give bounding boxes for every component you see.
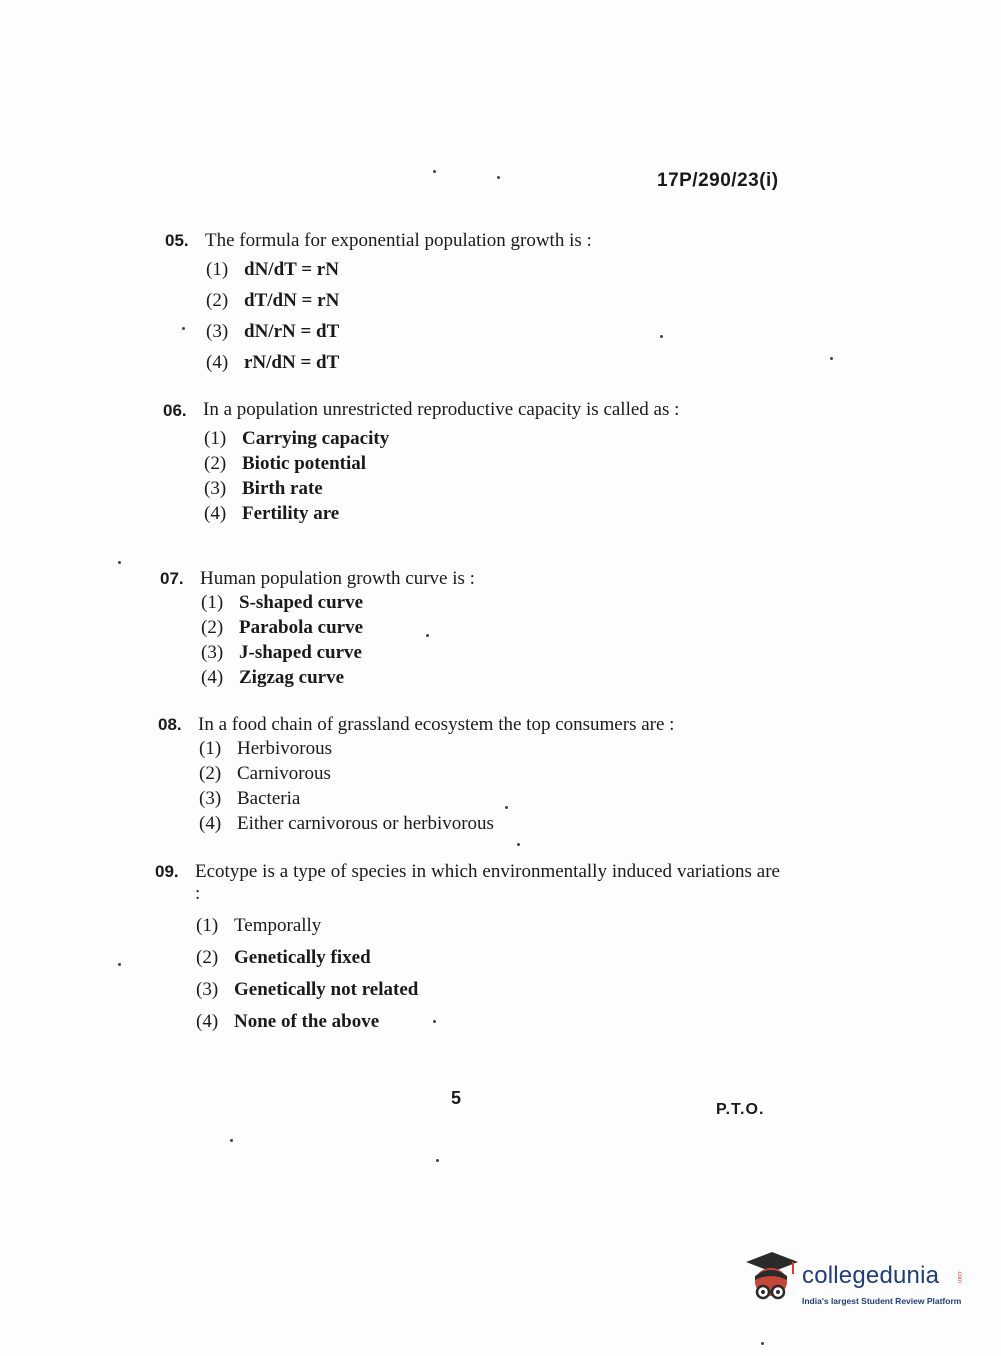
option-label: (3): [206, 321, 229, 342]
option-text: Birth rate: [242, 478, 323, 499]
option-label: (4): [196, 1011, 219, 1032]
scan-speck: [497, 176, 500, 179]
scan-speck: [182, 327, 185, 330]
option-label: (3): [199, 788, 222, 809]
question-09: [155, 861, 780, 1043]
option: [201, 642, 800, 667]
options-list: [165, 259, 805, 383]
option: [196, 1011, 780, 1043]
option-text: Zigzag curve: [239, 667, 345, 688]
scan-speck: [433, 170, 436, 173]
paper-code: 17P/290/23(i): [657, 170, 779, 191]
option: [206, 321, 805, 352]
option: [199, 738, 798, 763]
option-label: (1): [201, 592, 224, 613]
option-text: Biotic potential: [242, 453, 367, 474]
collegedunia-logo: [742, 1250, 972, 1310]
question-text: Human population growth curve is :: [200, 568, 475, 589]
option-text: S-shaped curve: [239, 592, 364, 613]
option-label: (2): [196, 947, 219, 968]
option-text: dT/dN = rN: [244, 290, 340, 311]
option-text: Genetically fixed: [234, 947, 371, 968]
option-label: (2): [204, 453, 227, 474]
option-label: (4): [206, 352, 229, 373]
option-text: dN/dT = rN: [244, 259, 339, 280]
scan-speck: [230, 1139, 233, 1142]
scan-speck: [118, 963, 121, 966]
option: [204, 453, 788, 478]
question-stem: [155, 861, 780, 905]
option-label: (1): [196, 915, 219, 936]
option-label: (4): [201, 667, 224, 688]
scan-speck: [660, 335, 663, 338]
option: [206, 290, 805, 321]
option-label: (4): [204, 503, 227, 524]
option-text: Genetically not related: [234, 979, 419, 1000]
option-text: dN/rN = dT: [244, 321, 340, 342]
question-text: In a population unrestricted reproductive capacity is called as :: [203, 399, 680, 420]
option-label: (4): [199, 813, 222, 834]
option-text: rN/dN = dT: [244, 352, 340, 373]
option-text: Carrying capacity: [242, 428, 390, 449]
option: [204, 478, 788, 503]
scan-speck: [761, 1342, 764, 1345]
option-text: Temporally: [234, 915, 322, 936]
options-list: [160, 592, 800, 692]
scan-speck: [830, 357, 833, 360]
options-list: [163, 428, 788, 528]
brand-tagline: India's largest Student Review Platform: [802, 1296, 962, 1306]
question-text: The formula for exponential population growth is :: [205, 230, 592, 251]
question-number: 08.: [158, 715, 182, 734]
question-stem: [163, 400, 788, 422]
option: [201, 667, 800, 692]
option-label: (1): [199, 738, 222, 759]
option: [201, 592, 800, 617]
option-text: Either carnivorous or herbivorous: [237, 813, 494, 834]
scan-speck: [426, 634, 429, 637]
question-number: 07.: [160, 569, 184, 588]
option: [204, 428, 788, 453]
option-label: (2): [199, 763, 222, 784]
option-label: (1): [206, 259, 229, 280]
option: [196, 947, 780, 979]
page-number: 5: [451, 1088, 462, 1108]
scan-speck: [505, 806, 508, 809]
option: [196, 915, 780, 947]
option-label: (1): [204, 428, 227, 449]
brand-suffix: .com: [956, 1270, 962, 1284]
option: [201, 617, 800, 642]
option-label: (3): [196, 979, 219, 1000]
option-text: Carnivorous: [237, 763, 331, 784]
option-text: J-shaped curve: [239, 642, 362, 663]
question-stem: [165, 230, 805, 252]
question-08: [158, 714, 798, 838]
option: [204, 503, 788, 528]
option-text: Parabola curve: [239, 617, 364, 638]
option-text: Bacteria: [237, 788, 301, 809]
option: [196, 979, 780, 1011]
option-label: (2): [201, 617, 224, 638]
graduate-mascot-icon: [742, 1250, 800, 1308]
scan-speck: [517, 843, 520, 846]
scan-speck: [433, 1020, 436, 1023]
question-stem: [160, 568, 800, 590]
question-number: 05.: [165, 231, 189, 250]
option-text: Herbivorous: [237, 738, 332, 759]
option: [206, 352, 805, 383]
scan-speck: [436, 1159, 439, 1162]
option-text: None of the above: [234, 1011, 380, 1032]
question-07: [160, 568, 800, 692]
question-stem: [158, 714, 798, 736]
question-05: [165, 230, 805, 383]
option-label: (2): [206, 290, 229, 311]
question-number: 09.: [155, 862, 179, 881]
option-label: (3): [204, 478, 227, 499]
pto-label: P.T.O.: [716, 1101, 765, 1118]
option-text: Fertility are: [242, 503, 340, 524]
question-text: In a food chain of grassland ecosystem the top consumers are :: [198, 714, 675, 735]
options-list: [155, 915, 780, 1043]
question-text: Ecotype is a type of species in which environmentally induced variations are :: [195, 861, 780, 904]
brand-name: collegedunia: [802, 1262, 940, 1289]
question-06: [163, 400, 788, 528]
question-number: 06.: [163, 401, 187, 420]
option: [199, 763, 798, 788]
options-list: [158, 738, 798, 838]
option-label: (3): [201, 642, 224, 663]
option: [199, 813, 798, 838]
option: [199, 788, 798, 813]
option: [206, 259, 805, 290]
scan-speck: [118, 561, 121, 564]
